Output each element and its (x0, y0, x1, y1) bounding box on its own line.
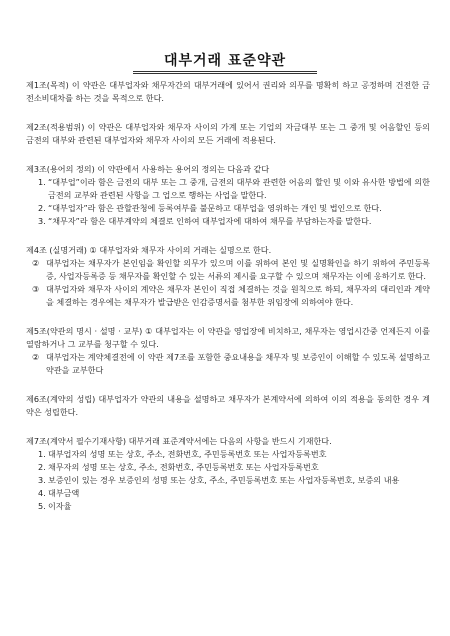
item-text: 이자율 (48, 501, 72, 511)
list-item (26, 215, 430, 228)
list-item (26, 474, 430, 487)
item-text: 대부금액 (48, 488, 80, 498)
article-item-list (26, 257, 430, 309)
item-text: 대부업자는 채무자가 본인임을 확인할 의무가 있으며 이를 위하여 본인 및 실명확인을 하기 위하여 주민등록증, 사업자등록증 등 채무자를 확인할 수 있는 서류의 제시를 요구할 수 있으며 채무자는 이에 응하기로 한다. (46, 258, 430, 281)
item-number: 3. (38, 475, 46, 485)
item-number: 3. (38, 216, 46, 226)
item-text: 대부업자와 채무자 사이의 계약은 채무자 본인이 직접 체결하는 것을 원칙으로 하되, 채무자의 대리인과 계약을 체결하는 경우에는 채무자가 발급받은 인감증명서를 첨부한 위임장에 의하여야 한다. (46, 284, 430, 307)
list-item (26, 461, 430, 474)
item-text: “대부업자”라 함은 관할관청에 등록여부를 불문하고 대부업을 영위하는 개인 및 법인으로 한다. (48, 203, 382, 213)
article-6 (26, 393, 430, 419)
item-number: 5. (38, 501, 46, 511)
list-item (26, 257, 430, 283)
item-text: 대부업자의 성명 또는 상호, 주소, 전화번호, 주민등록번호 또는 사업자등록번호 (48, 449, 327, 459)
title-underline (133, 73, 317, 74)
item-number: ② (32, 258, 40, 268)
item-text: 채무자의 성명 또는 상호, 주소, 전화번호, 주민등록번호 또는 사업자등록번호 (48, 462, 319, 472)
article-paragraph: 제4조 (실명거래) ① 대부업자와 채무자 사이의 거래는 실명으로 한다. (26, 245, 272, 255)
list-item (26, 487, 430, 500)
item-text: 보증인이 있는 경우 보증인의 성명 또는 상호, 주소, 주민등록번호 또는 사업자등록번호, 보증의 내용 (48, 475, 400, 485)
article-paragraph: 제6조(계약의 성립) 대부업자가 약관의 내용을 설명하고 채무자가 본계약서에 의하여 이의 적용을 동의한 경우 계약은 성립한다. (26, 394, 430, 417)
list-item (26, 202, 430, 215)
document-title: 대부거래 표준약관 (163, 53, 287, 69)
title-underline (133, 71, 317, 72)
article-paragraph: 제2조(적용범위) 이 약관은 대부업자와 채무자 사이의 가계 또는 기업의 자금대부 또는 그 중개 및 어음할인 등의 금전의 대부와 관련된 대부업자와 채무자 사이의 모든 거래에 적용된다. (26, 122, 430, 145)
article-7 (26, 435, 430, 513)
list-item (26, 448, 430, 461)
document-body (26, 79, 430, 529)
article-1 (26, 79, 430, 105)
article-paragraph: 제1조(목적) 이 약관은 대부업자와 채무자간의 대부거래에 있어서 권리와 의무를 명확히 하고 공정하며 건전한 금전소비대차를 하는 것을 목적으로 한다. (26, 80, 430, 103)
item-number: ② (32, 352, 40, 362)
article-paragraph: 제5조(약관의 명시 · 설명 · 교부) ① 대부업자는 이 약관을 영업장에 비치하고, 채무자는 영업시간중 언제든지 이를 열람하거나 그 교부를 청구할 수 있다. (26, 326, 430, 349)
article-4 (26, 244, 430, 309)
list-item (26, 176, 430, 202)
item-text: 대부업자는 계약체결전에 이 약관 제7조를 포함한 중요내용을 채무자 및 보증인이 이해할 수 있도록 설명하고 약관을 교부한다 (46, 352, 430, 375)
item-text: “대부업”이라 함은 금전의 대부 또는 그 중개, 금전의 대부와 관련한 어음의 할인 및 이와 유사한 방법에 의한 금전의 교부와 관련된 사항을 그 업으로 행하는 사업을 말한다. (48, 177, 430, 200)
list-item (26, 351, 430, 377)
list-item (26, 500, 430, 513)
list-item (26, 283, 430, 309)
item-number: 1. (38, 177, 46, 187)
article-paragraph: 제7조(계약서 필수기재사항) 대부거래 표준계약서에는 다음의 사항을 반드시 기재한다. (26, 436, 332, 446)
item-number: 2. (38, 462, 46, 472)
item-number: ③ (32, 284, 40, 294)
article-paragraph: 제3조(용어의 정의) 이 약관에서 사용하는 용어의 정의는 다음과 같다 (26, 164, 270, 174)
item-number: 2. (38, 203, 46, 213)
article-item-list (26, 351, 430, 377)
item-number: 4. (38, 488, 46, 498)
article-2 (26, 121, 430, 147)
article-3 (26, 163, 430, 228)
article-item-list (26, 176, 430, 228)
article-5 (26, 325, 430, 377)
article-item-list (26, 448, 430, 513)
item-number: 1. (38, 449, 46, 459)
item-text: “채무자”라 함은 대부계약의 체결로 인하여 대부업자에 대하여 채무를 부담하는자를 말한다. (48, 216, 372, 226)
